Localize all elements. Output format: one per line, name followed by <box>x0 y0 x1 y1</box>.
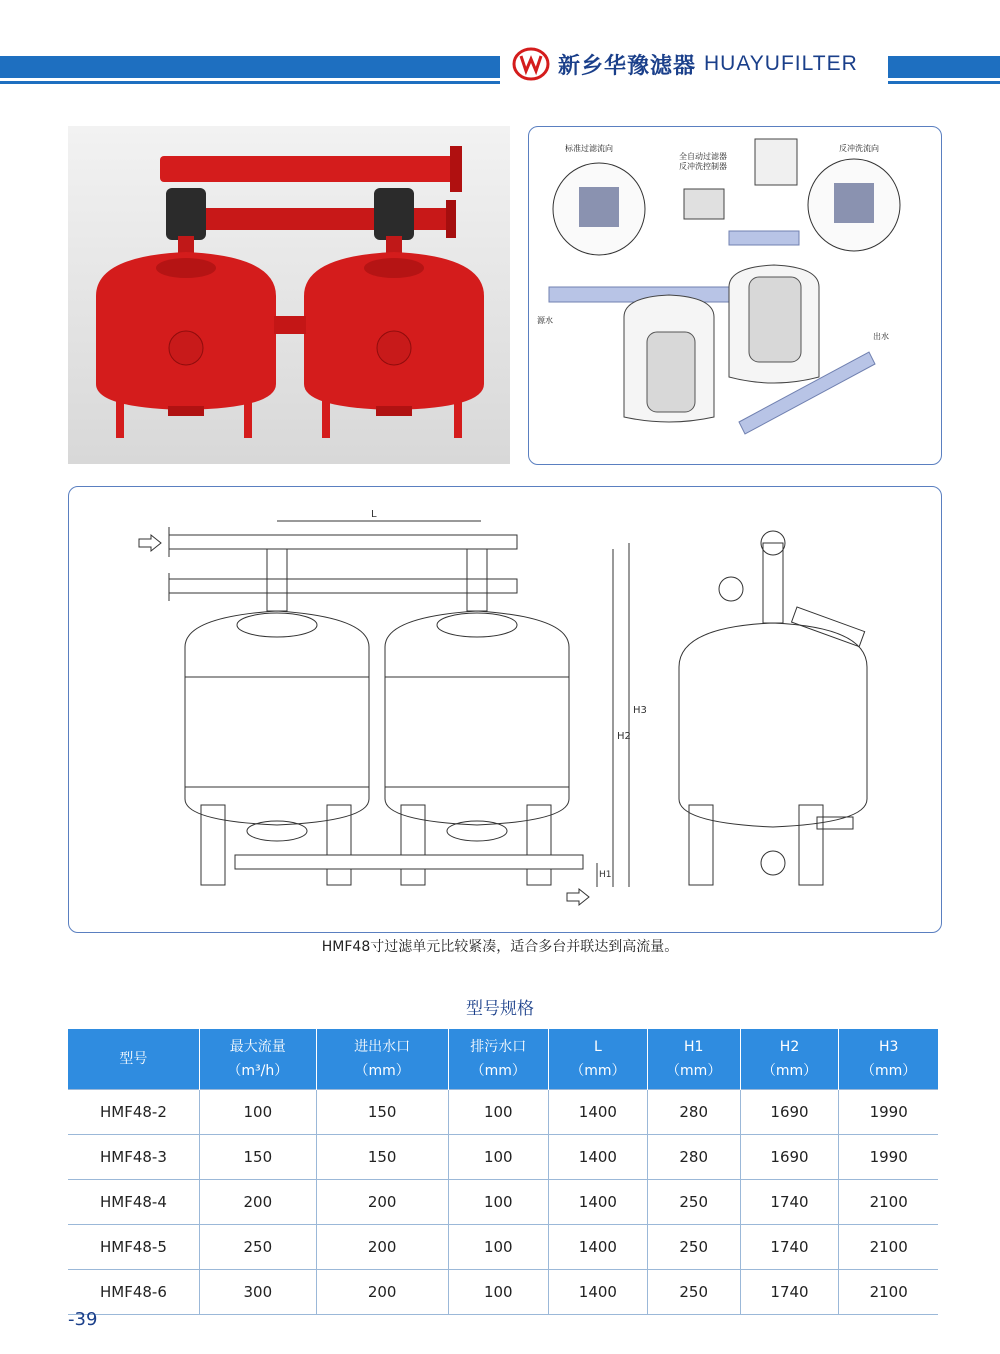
cell-inlet-outlet: 200 <box>316 1270 448 1315</box>
table-row <box>68 1090 938 1135</box>
figure-caption: HMF48寸过滤单元比较紧凑，适合多台并联达到高流量。 <box>321 939 679 955</box>
cell-inlet-outlet: 200 <box>316 1225 448 1270</box>
cell-drain: 100 <box>448 1270 549 1315</box>
cell-model: HMF48-2 <box>68 1090 199 1135</box>
product-photo <box>68 126 510 464</box>
cell-H1: 250 <box>647 1225 740 1270</box>
label-standard-filter-flow: 标准过滤流向 <box>565 144 613 153</box>
spec-table-title: 型号规格 <box>466 999 534 1019</box>
cell-L: 1400 <box>549 1225 648 1270</box>
cell-H3: 1990 <box>839 1090 938 1135</box>
label-backwash-flow: 反冲洗流向 <box>839 144 879 153</box>
technical-drawing <box>68 486 942 933</box>
cell-max-flow: 200 <box>199 1180 316 1225</box>
label-outlet-water: 出水 <box>873 332 889 341</box>
cell-L: 1400 <box>549 1090 648 1135</box>
col-header-H1: H1 （mm） <box>647 1029 740 1090</box>
cell-H3: 2100 <box>839 1180 938 1225</box>
table-row <box>68 1180 938 1225</box>
technical-drawing-illustration <box>69 487 941 932</box>
cell-H1: 250 <box>647 1270 740 1315</box>
cell-model: HMF48-3 <box>68 1135 199 1180</box>
header-line-left <box>0 81 500 84</box>
dim-H3: H3 <box>633 705 647 716</box>
dim-H2: H2 <box>617 731 631 742</box>
flow-diagram <box>528 126 942 465</box>
header-bar-right <box>888 56 1000 78</box>
cell-inlet-outlet: 150 <box>316 1135 448 1180</box>
cell-inlet-outlet: 150 <box>316 1090 448 1135</box>
brand-logo-icon <box>512 47 550 81</box>
cell-model: HMF48-5 <box>68 1225 199 1270</box>
cell-max-flow: 300 <box>199 1270 316 1315</box>
header-bar-left <box>0 56 500 78</box>
cell-max-flow: 100 <box>199 1090 316 1135</box>
flow-diagram-illustration <box>529 127 941 464</box>
spec-table-header-row <box>68 1029 938 1090</box>
col-header-L: L （mm） <box>549 1029 648 1090</box>
table-row <box>68 1225 938 1270</box>
cell-H3: 2100 <box>839 1270 938 1315</box>
cell-H2: 1740 <box>740 1225 839 1270</box>
label-source-water: 源水 <box>537 316 553 325</box>
dim-L: L <box>371 509 377 520</box>
cell-L: 1400 <box>549 1135 648 1180</box>
cell-inlet-outlet: 200 <box>316 1180 448 1225</box>
col-header-max-flow: 最大流量 （m³/h） <box>199 1029 316 1090</box>
col-header-H2: H2 （mm） <box>740 1029 839 1090</box>
col-header-H3: H3 （mm） <box>839 1029 938 1090</box>
cell-H1: 250 <box>647 1180 740 1225</box>
cell-model: HMF48-4 <box>68 1180 199 1225</box>
table-row <box>68 1270 938 1315</box>
brand <box>512 44 858 84</box>
table-row <box>68 1135 938 1180</box>
spec-table <box>68 1029 938 1315</box>
cell-max-flow: 150 <box>199 1135 316 1180</box>
cell-L: 1400 <box>549 1270 648 1315</box>
brand-name-cn: 新乡华豫滤器 <box>558 53 697 79</box>
page-number: -39 <box>68 1309 98 1330</box>
cell-H2: 1690 <box>740 1135 839 1180</box>
cell-model: HMF48-6 <box>68 1270 199 1315</box>
cell-H1: 280 <box>647 1135 740 1180</box>
cell-drain: 100 <box>448 1225 549 1270</box>
cell-drain: 100 <box>448 1135 549 1180</box>
cell-H2: 1740 <box>740 1270 839 1315</box>
brand-name-en: HUAYUFILTER <box>704 52 858 75</box>
cell-max-flow: 250 <box>199 1225 316 1270</box>
cell-H2: 1690 <box>740 1090 839 1135</box>
cell-L: 1400 <box>549 1180 648 1225</box>
cell-H3: 1990 <box>839 1135 938 1180</box>
header-line-right <box>888 81 1000 84</box>
cell-drain: 100 <box>448 1090 549 1135</box>
cell-H1: 280 <box>647 1090 740 1135</box>
product-photo-illustration <box>68 126 510 464</box>
dim-H1: H1 <box>599 870 612 880</box>
col-header-drain: 排污水口 （mm） <box>448 1029 549 1090</box>
col-header-inlet-outlet: 进出水口 （mm） <box>316 1029 448 1090</box>
cell-H3: 2100 <box>839 1225 938 1270</box>
col-header-model: 型号 <box>68 1029 199 1090</box>
cell-H2: 1740 <box>740 1180 839 1225</box>
label-controller: 全自动过滤器反冲洗控制器 <box>679 152 727 171</box>
cell-drain: 100 <box>448 1180 549 1225</box>
